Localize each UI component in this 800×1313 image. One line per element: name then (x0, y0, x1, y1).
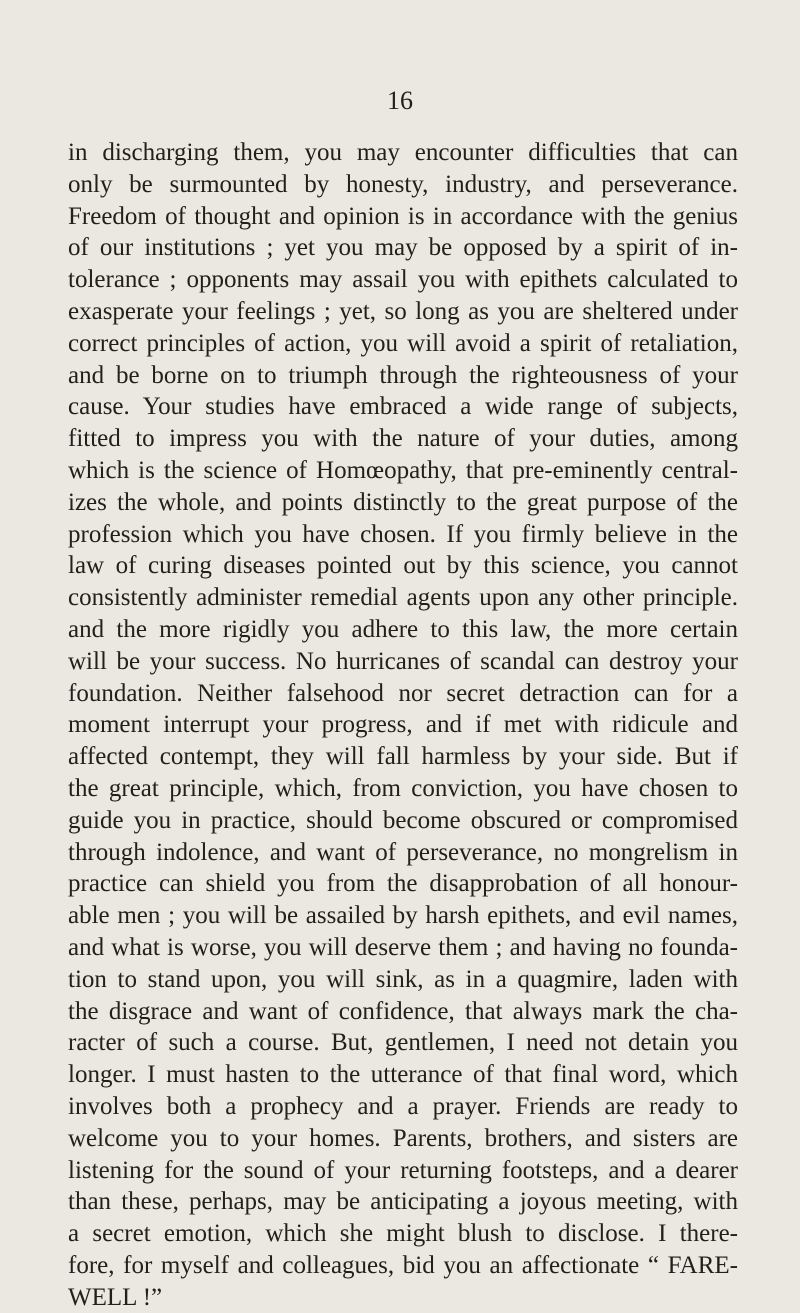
text-line: the great principle, which, from conviction, you have chosen to (68, 774, 738, 802)
text-line: moment interrupt your progress, and if met with ridicule and (68, 711, 738, 739)
text-line: will be your success. No hurricanes of scandal can destroy your (68, 647, 738, 675)
text-line: of our institutions ; yet you may be opposed by a spirit of in- (68, 234, 738, 262)
text-line: the disgrace and want of confidence, that always mark the cha- (68, 997, 738, 1025)
text-line: involves both a prophecy and a prayer. Friends are ready to (68, 1092, 738, 1120)
text-line: only be surmounted by honesty, industry, and perseverance. (68, 170, 738, 198)
text-line: izes the whole, and points distinctly to the great purpose of the (68, 488, 738, 516)
body-text (68, 137, 738, 1313)
text-line: and the more rigidly you adhere to this law, the more certain (68, 615, 738, 643)
text-line: correct principles of action, you will avoid a spirit of retaliation, (68, 329, 738, 357)
text-line: guide you in practice, should become obscured or compromised (68, 806, 738, 834)
text-line: cause. Your studies have embraced a wide range of subjects, (68, 393, 738, 421)
text-line: tolerance ; opponents may assail you with epithets calculated to (68, 266, 738, 294)
text-line: welcome you to your homes. Parents, brothers, and sisters are (68, 1124, 738, 1152)
text-line: which is the science of Homœopathy, that pre-eminently central- (68, 456, 738, 484)
text-line: fitted to impress you with the nature of your duties, among (68, 425, 738, 453)
text-line: able men ; you will be assailed by harsh epithets, and evil names, (68, 902, 738, 930)
text-line: profession which you have chosen. If you firmly believe in the (68, 520, 738, 548)
text-line: affected contempt, they will fall harmless by your side. But if (68, 743, 738, 771)
text-line: than these, perhaps, may be anticipating a joyous meeting, with (68, 1188, 738, 1216)
text-line: law of curing diseases pointed out by this science, you cannot (68, 552, 738, 580)
text-line: WELL !” (68, 1283, 163, 1311)
page-number: 16 (387, 86, 413, 115)
text-line: practice can shield you from the disapprobation of all honour- (68, 870, 738, 898)
text-line: consistently administer remedial agents upon any other principle. (68, 584, 738, 612)
text-line: longer. I must hasten to the utterance of that final word, which (68, 1061, 738, 1089)
text-line: and be borne on to triumph through the righteousness of your (68, 361, 738, 389)
text-line: in discharging them, you may encounter difficulties that can (68, 139, 738, 166)
text-line: through indolence, and want of perseverance, no mongrelism in (68, 838, 738, 866)
text-line: foundation. Neither falsehood nor secret detraction can for a (68, 679, 738, 707)
text-line: a secret emotion, which she might blush to disclose. I there- (68, 1220, 738, 1248)
text-line: exasperate your feelings ; yet, so long as you are sheltered under (68, 297, 738, 325)
text-line: Freedom of thought and opinion is in accordance with the genius (68, 202, 738, 230)
text-line: racter of such a course. But, gentlemen, I need not detain you (68, 1029, 738, 1057)
text-line: fore, for myself and colleagues, bid you an affectionate “ FARE- (68, 1251, 738, 1279)
text-line: and what is worse, you will deserve them ; and having no founda- (68, 933, 738, 961)
text-line: tion to stand upon, you will sink, as in a quagmire, laden with (68, 965, 738, 993)
text-line: listening for the sound of your returning footsteps, and a dearer (68, 1156, 738, 1184)
